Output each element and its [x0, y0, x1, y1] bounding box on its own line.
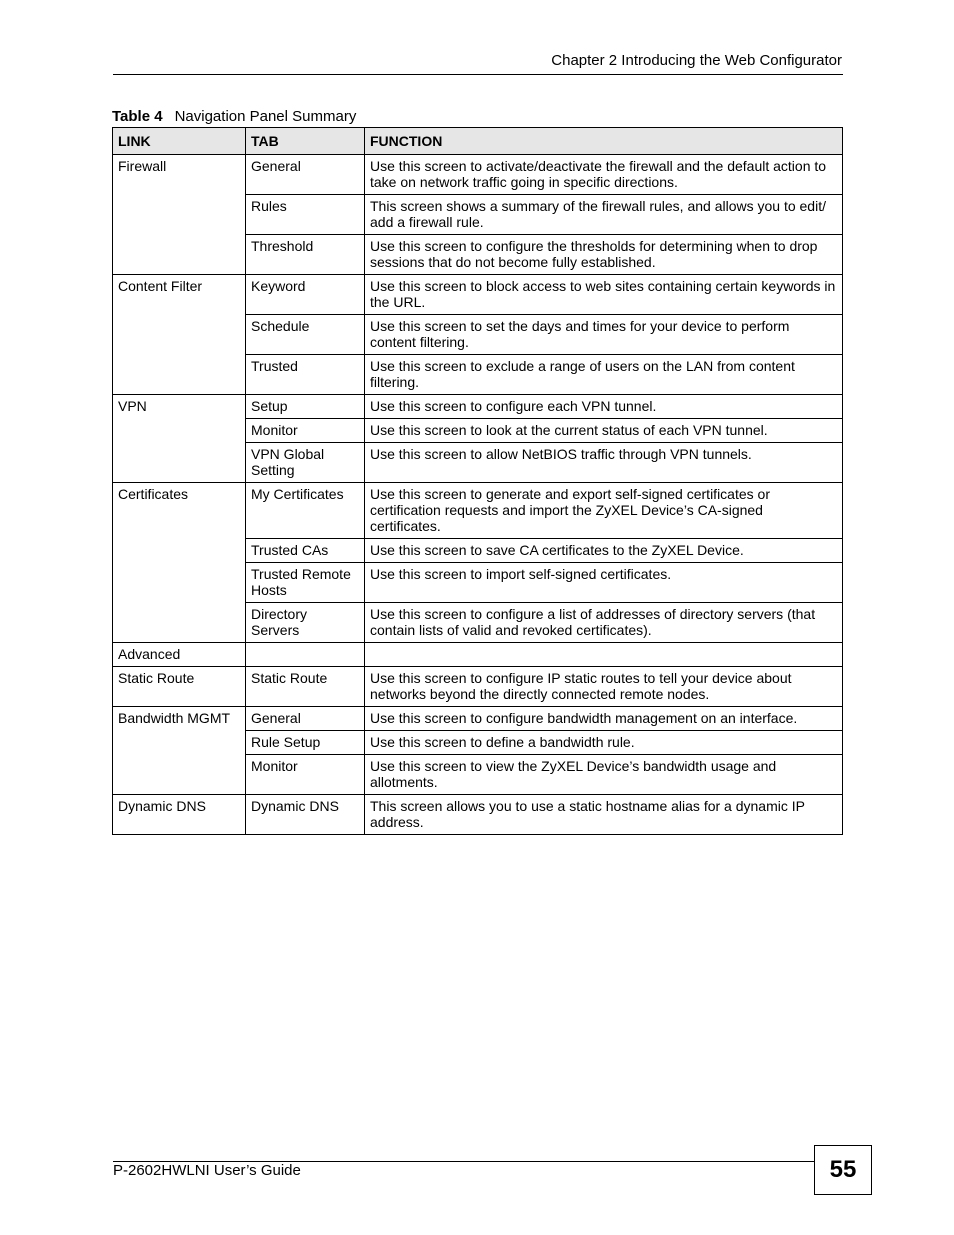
column-header-link: LINK [113, 128, 246, 155]
link-cell: VPN [113, 395, 246, 483]
tab-cell: Trusted [246, 355, 365, 395]
navigation-panel-table [112, 127, 843, 835]
table-row [113, 707, 843, 731]
tab-cell: Dynamic DNS [246, 795, 365, 835]
function-cell: Use this screen to set the days and times for your device to perform content filtering. [365, 315, 843, 355]
table-row [113, 395, 843, 419]
function-cell: Use this screen to configure each VPN tunnel. [365, 395, 843, 419]
function-cell: This screen allows you to use a static hostname alias for a dynamic IP address. [365, 795, 843, 835]
tab-cell: General [246, 155, 365, 195]
table-row [113, 667, 843, 707]
tab-cell: Directory Servers [246, 603, 365, 643]
tab-cell: My Certificates [246, 483, 365, 539]
tab-cell: Threshold [246, 235, 365, 275]
page-number: 55 [814, 1145, 872, 1195]
function-cell: Use this screen to activate/deactivate the firewall and the default action to take on network traffic going in specific directions. [365, 155, 843, 195]
tab-cell: Trusted Remote Hosts [246, 563, 365, 603]
function-cell: Use this screen to configure IP static routes to tell your device about networks beyond the directly connected remote nodes. [365, 667, 843, 707]
page-header [113, 50, 843, 75]
function-cell: Use this screen to import self-signed certificates. [365, 563, 843, 603]
function-cell: Use this screen to configure bandwidth management on an interface. [365, 707, 843, 731]
function-cell: Use this screen to block access to web sites containing certain keywords in the URL. [365, 275, 843, 315]
tab-cell: Monitor [246, 419, 365, 443]
tab-cell: Schedule [246, 315, 365, 355]
link-cell: Content Filter [113, 275, 246, 395]
tab-cell: Rules [246, 195, 365, 235]
table-row [113, 483, 843, 539]
table-row [113, 643, 843, 667]
table-row [113, 275, 843, 315]
link-cell: Firewall [113, 155, 246, 275]
tab-cell [246, 643, 365, 667]
function-cell: Use this screen to define a bandwidth rule. [365, 731, 843, 755]
function-cell: Use this screen to configure the thresholds for determining when to drop sessions that do not become fully established. [365, 235, 843, 275]
link-cell: Dynamic DNS [113, 795, 246, 835]
table-row [113, 795, 843, 835]
function-cell: This screen shows a summary of the firewall rules, and allows you to edit/ add a firewall rule. [365, 195, 843, 235]
link-cell: Bandwidth MGMT [113, 707, 246, 795]
function-cell [365, 643, 843, 667]
table-title: Navigation Panel Summary [174, 108, 357, 125]
tab-cell: Trusted CAs [246, 539, 365, 563]
function-cell: Use this screen to look at the current status of each VPN tunnel. [365, 419, 843, 443]
function-cell: Use this screen to configure a list of addresses of directory servers (that contain lists of valid and revoked certificates). [365, 603, 843, 643]
guide-title: P-2602HWLNI User’s Guide [113, 1162, 301, 1179]
function-cell: Use this screen to exclude a range of users on the LAN from content filtering. [365, 355, 843, 395]
tab-cell: Keyword [246, 275, 365, 315]
tab-cell: General [246, 707, 365, 731]
column-header-tab: TAB [246, 128, 365, 155]
tab-cell: Setup [246, 395, 365, 419]
function-cell: Use this screen to generate and export self-signed certificates or certification requests and import the ZyXEL Device’s CA-signed certificates. [365, 483, 843, 539]
tab-cell: VPN Global Setting [246, 443, 365, 483]
link-cell: Static Route [113, 667, 246, 707]
tab-cell: Monitor [246, 755, 365, 795]
link-cell: Advanced [113, 643, 246, 667]
table-body [113, 155, 843, 835]
table-caption [112, 108, 356, 125]
function-cell: Use this screen to allow NetBIOS traffic through VPN tunnels. [365, 443, 843, 483]
table-row [113, 155, 843, 195]
function-cell: Use this screen to save CA certificates to the ZyXEL Device. [365, 539, 843, 563]
table-label: Table 4 [112, 108, 163, 125]
tab-cell: Static Route [246, 667, 365, 707]
tab-cell: Rule Setup [246, 731, 365, 755]
link-cell: Certificates [113, 483, 246, 643]
function-cell: Use this screen to view the ZyXEL Device’s bandwidth usage and allotments. [365, 755, 843, 795]
chapter-title: Chapter 2 Introducing the Web Configurator [551, 52, 842, 69]
table-header-row [113, 128, 843, 155]
column-header-function: FUNCTION [365, 128, 843, 155]
